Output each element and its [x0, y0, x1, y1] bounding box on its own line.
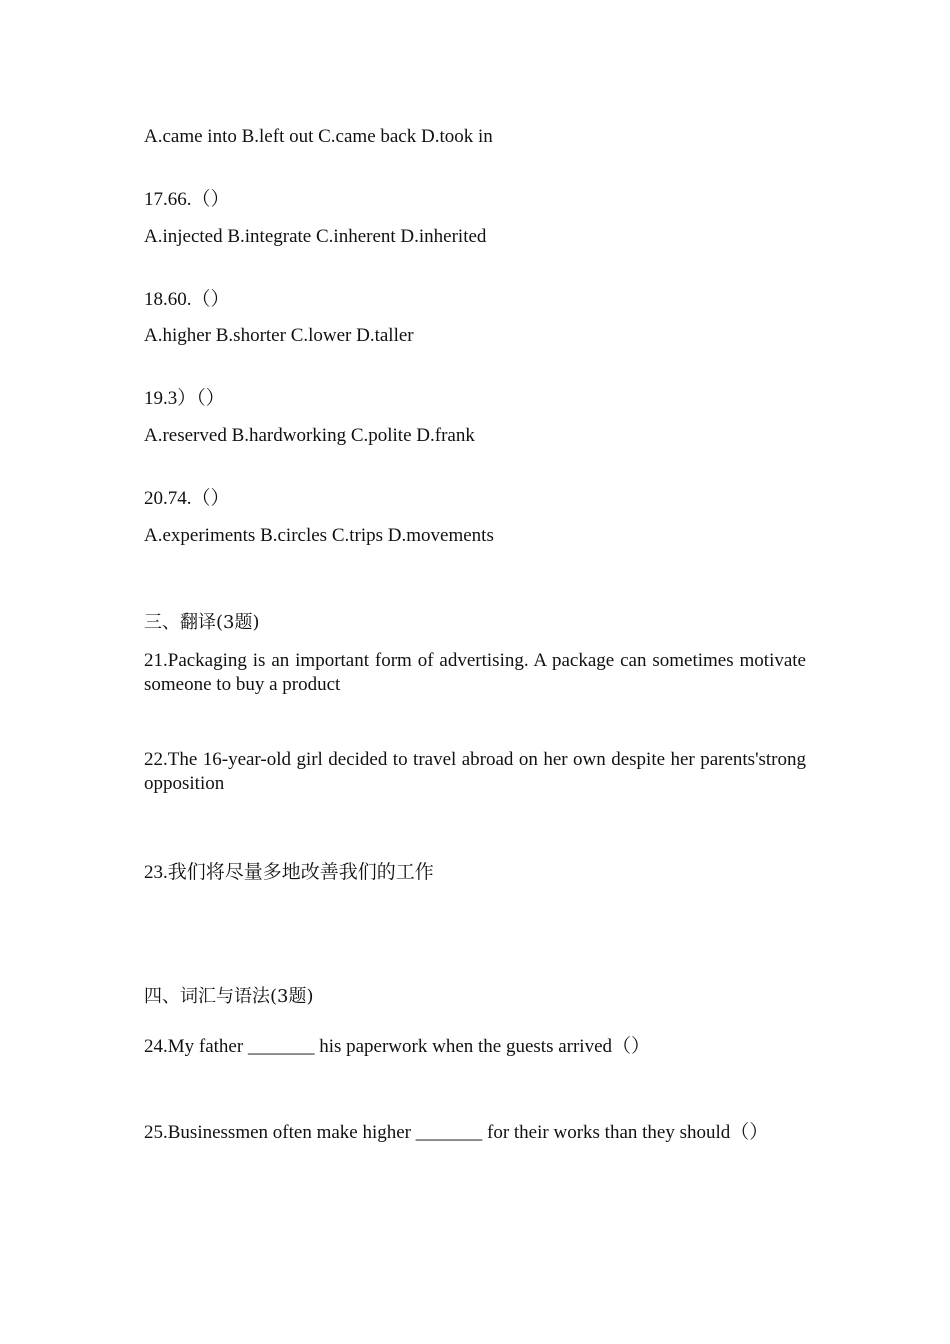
question-16-options: A.came into B.left out C.came back D.took in [144, 126, 493, 147]
question-20-stem: 20.74.（） [144, 488, 230, 509]
question-19-options: A.reserved B.hardworking C.polite D.frank [144, 425, 475, 446]
section-heading-vocabulary-grammar: 四、词汇与语法(3题) [144, 986, 314, 1007]
question-23 [144, 860, 434, 885]
question-22-text: 22.The 16-year-old girl decided to travel abroad on her own despite her parents'strong opposition [144, 749, 806, 794]
question-18-options: A.higher B.shorter C.lower D.taller [144, 325, 414, 346]
question-24-text: 24.My father _______ his paperwork when the guests arrived（） [144, 1036, 651, 1057]
section-heading-translation: 三、翻译(3题) [144, 612, 260, 633]
question-21-text: 21.Packaging is an important form of advertising. A package can sometimes motivate someone to buy a product [144, 650, 806, 695]
question-23-text: 我们将尽量多地改善我们的工作 [167, 861, 434, 883]
question-18-stem: 18.60.（） [144, 289, 230, 310]
question-17-stem: 17.66.（） [144, 189, 230, 210]
question-20-options: A.experiments B.circles C.trips D.movements [144, 525, 494, 546]
question-19-stem: 19.3）（） [144, 388, 225, 409]
question-25-text: 25.Businessmen often make higher _______ for their works than they should（） [144, 1122, 769, 1143]
question-17-options: A.injected B.integrate C.inherent D.inherited [144, 226, 487, 247]
question-23-number: 23. [144, 862, 168, 883]
